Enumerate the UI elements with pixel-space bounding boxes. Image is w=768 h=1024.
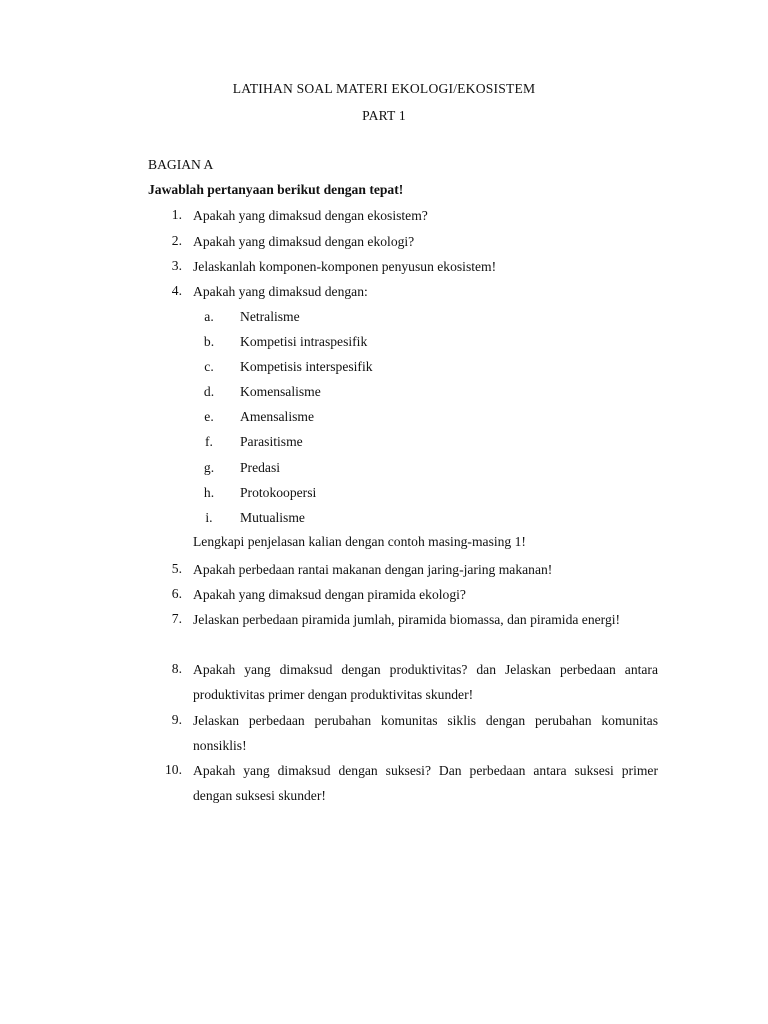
question-number: 6.	[171, 586, 182, 601]
sub-item-letter: c.	[204, 359, 214, 374]
question-text: Apakah yang dimaksud dengan piramida ekologi?	[193, 587, 466, 602]
document-title: LATIHAN SOAL MATERI EKOLOGI/EKOSISTEM	[232, 81, 536, 96]
document-part: PART 1	[362, 108, 406, 123]
question-number: 7.	[171, 611, 182, 626]
sub-item-letter: f.	[205, 434, 213, 449]
sub-item-text: Komensalisme	[240, 384, 321, 399]
sub-item-letter: e.	[204, 409, 214, 424]
note-text: Lengkapi penjelasan kalian dengan contoh masing-masing 1!	[193, 534, 526, 549]
sub-item-letter: a.	[204, 309, 214, 324]
sub-item-letter: b.	[203, 334, 215, 349]
question-text: Jelaskanlah komponen-komponen penyusun ekosistem!	[193, 259, 497, 274]
question-number: 4.	[171, 283, 182, 298]
question-number: 5.	[171, 561, 182, 576]
sub-item-text: Predasi	[240, 460, 281, 475]
section-heading: BAGIAN A	[148, 157, 214, 172]
instruction-text: Jawablah pertanyaan berikut dengan tepat!	[148, 182, 404, 197]
question-number: 1.	[171, 207, 182, 222]
question-text: Jelaskan perbedaan perubahan komunitas siklis dengan perubahan komunitas nonsiklis!	[193, 713, 658, 753]
sub-item-text: Parasitisme	[240, 434, 303, 449]
sub-item-letter: d.	[203, 384, 215, 399]
sub-item-text: Amensalisme	[240, 409, 314, 424]
question-number: 8.	[171, 661, 182, 676]
question-text: Apakah yang dimaksud dengan ekosistem?	[193, 208, 428, 223]
question-number: 2.	[171, 233, 182, 248]
question-text: Apakah yang dimaksud dengan ekologi?	[193, 234, 415, 249]
sub-item-text: Kompetisi intraspesifik	[240, 334, 368, 349]
question-text: Apakah yang dimaksud dengan:	[193, 284, 368, 299]
question-text: Apakah yang dimaksud dengan produktivitas? dan Jelaskan perbedaan antara produktivitas primer dengan produktivitas skunder!	[193, 662, 658, 702]
sub-item-letter: i.	[205, 510, 213, 525]
sub-item-text: Protokoopersi	[240, 485, 317, 500]
sub-item-text: Mutualisme	[240, 510, 305, 525]
question-text: Jelaskan perbedaan piramida jumlah, piramida biomassa, dan piramida energi!	[193, 612, 621, 627]
sub-item-letter: h.	[203, 485, 215, 500]
sub-item-text: Kompetisis interspesifik	[240, 359, 373, 374]
question-text: Apakah yang dimaksud dengan suksesi? Dan perbedaan antara suksesi primer dengan suksesi skunder!	[193, 763, 658, 803]
question-number: 3.	[171, 258, 182, 273]
sub-item-text: Netralisme	[240, 309, 300, 324]
question-text: Apakah perbedaan rantai makanan dengan jaring-jaring makanan!	[193, 562, 553, 577]
question-number: 9.	[171, 712, 182, 727]
question-number: 10.	[165, 762, 182, 777]
sub-item-letter: g.	[203, 460, 215, 475]
